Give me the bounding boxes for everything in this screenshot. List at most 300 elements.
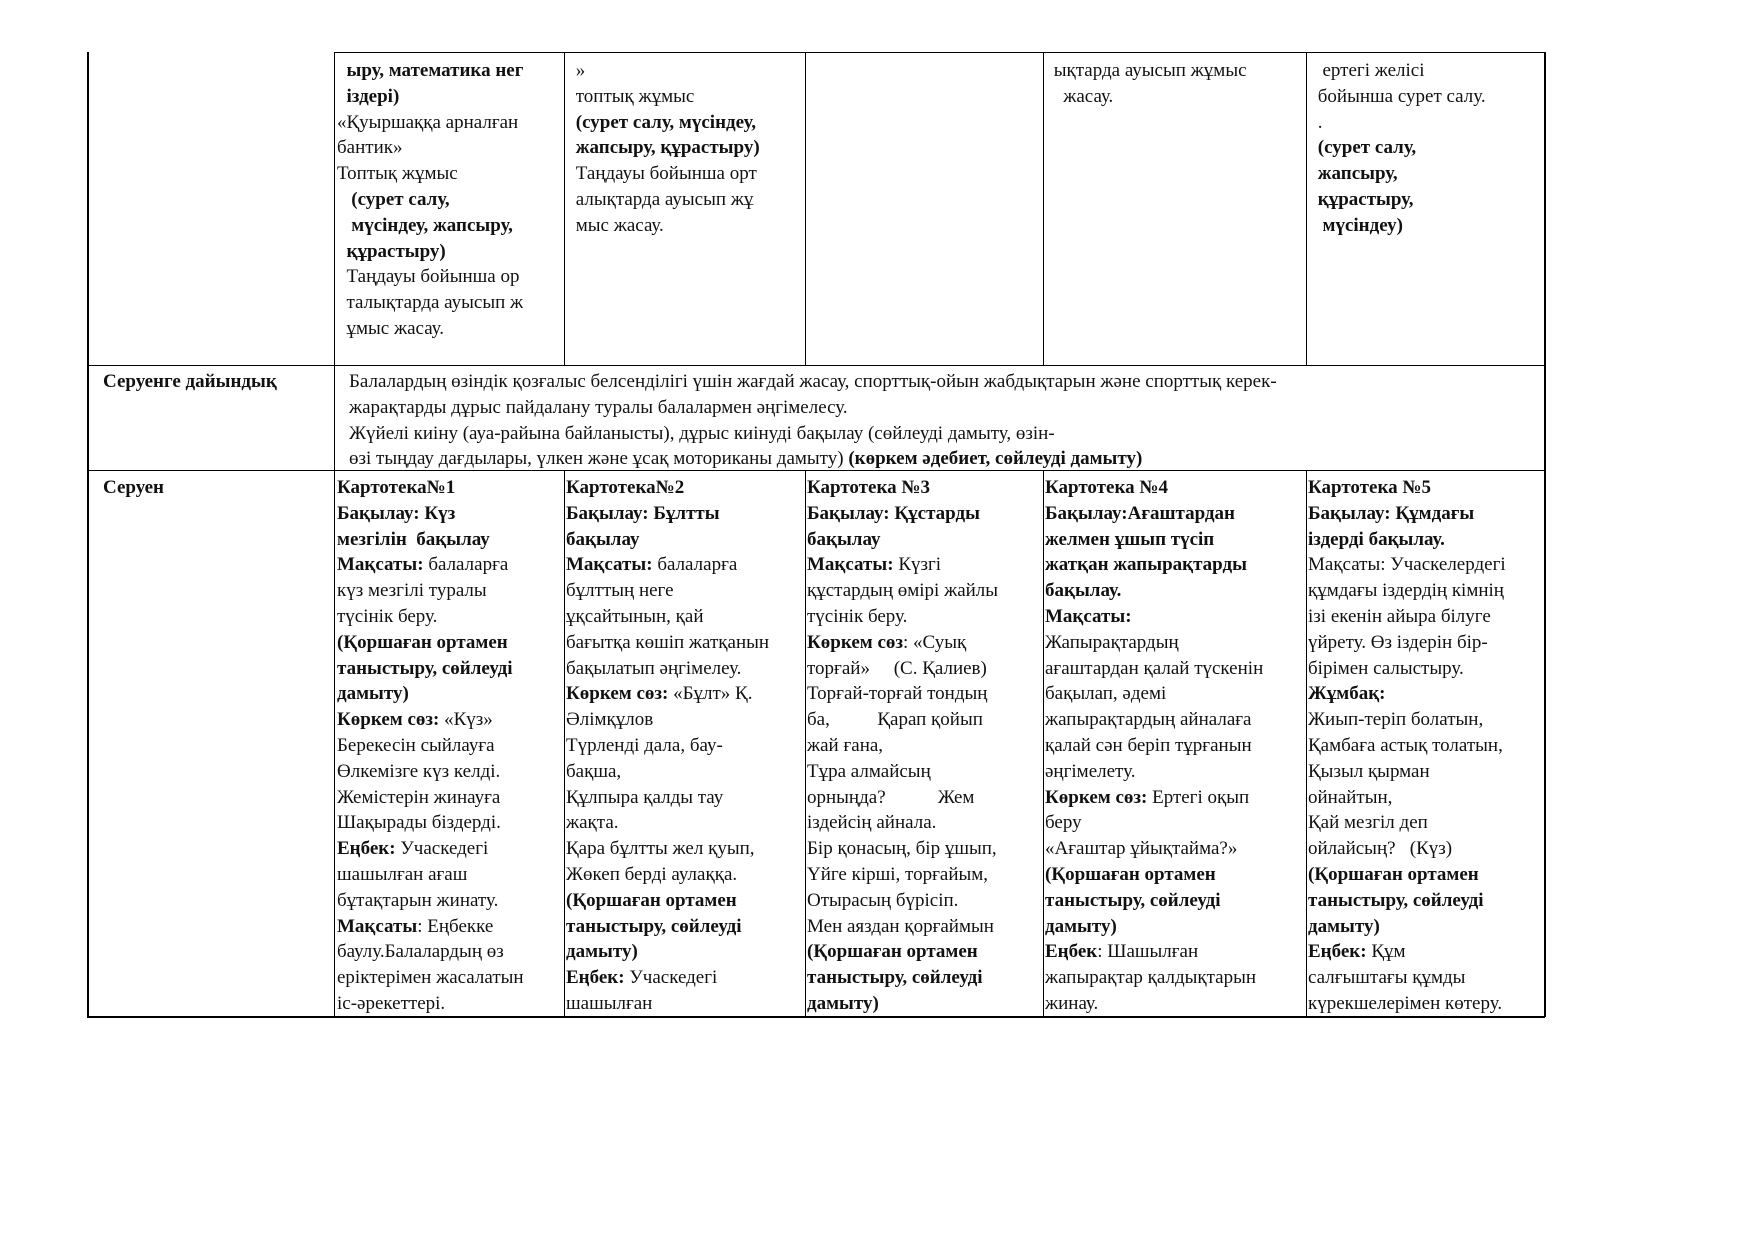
text-fragment: жақта. — [566, 812, 619, 834]
text-line — [1045, 501, 1263, 527]
text-line — [807, 681, 998, 707]
text-line — [566, 888, 769, 914]
text-line — [1308, 862, 1506, 888]
text-line — [337, 264, 523, 290]
text-fragment: Бір қонасың, бір ұшып, — [807, 838, 997, 860]
text-line — [566, 681, 769, 707]
text-line — [571, 135, 760, 161]
text-fragment: : «Суық — [903, 631, 967, 653]
text-line — [566, 527, 769, 553]
table-divider-col2 — [805, 52, 806, 365]
text-line — [1045, 527, 1263, 553]
bold-text-fragment: Бақылау: Құстарды — [807, 502, 980, 524]
text-line — [566, 707, 769, 733]
row1-col1-cell — [337, 58, 523, 342]
bold-text-fragment: Мақсаты: — [337, 554, 424, 576]
text-fragment: Отырасың бүрісіп. — [807, 889, 959, 911]
bold-text-fragment: (Қоршаған ортамен — [566, 889, 737, 911]
text-fragment: : Еңбекке — [417, 915, 494, 937]
bold-text-fragment: (сурет салу, мүсіндеу, — [571, 111, 756, 133]
text-line — [571, 58, 760, 84]
text-fragment: торғай» (С. Қалиев) — [807, 657, 987, 679]
bold-text-fragment: жапсыру, құрастыру) — [571, 137, 760, 159]
text-line — [337, 501, 524, 527]
bold-text-fragment: Картотека №4 — [1045, 477, 1168, 498]
bold-text-fragment: (Қоршаған ортамен — [1045, 863, 1216, 885]
text-line — [337, 939, 524, 965]
bold-text-fragment: Бақылау: Құмдағы — [1308, 502, 1475, 524]
bold-text-fragment: таныстыру, сөйлеуді — [1045, 889, 1221, 911]
text-fragment: Қызыл қырман — [1308, 760, 1430, 782]
bold-text-fragment: (Қоршаған ортамен — [807, 941, 978, 963]
text-line — [807, 914, 998, 940]
text-fragment: Таңдауы бойынша ор — [337, 266, 520, 288]
text-line — [337, 862, 524, 888]
text-line — [807, 630, 998, 656]
text-line — [1049, 84, 1247, 110]
text-line — [1045, 991, 1263, 1017]
bold-text-fragment: (көркем әдебиет, сөйлеуді дамыту) — [848, 448, 1143, 470]
text-line — [337, 84, 523, 110]
text-line — [337, 656, 524, 682]
text-fragment: бұтақтарын жинату. — [337, 889, 499, 911]
text-line — [1045, 604, 1263, 630]
text-line — [1308, 939, 1506, 965]
text-line — [349, 446, 1277, 472]
table-border-top — [334, 52, 1545, 53]
bold-text-fragment: Мақсаты: — [807, 554, 894, 576]
text-line — [1045, 862, 1263, 888]
row3-col3-cell — [807, 475, 998, 1017]
table-divider-col3 — [1043, 52, 1044, 365]
text-fragment: мыс жасау. — [571, 214, 664, 236]
text-line — [566, 759, 769, 785]
text-fragment: шашылған — [566, 992, 653, 1014]
text-line — [1045, 810, 1263, 836]
text-line — [566, 578, 769, 604]
bold-text-fragment: Бақылау: Күз — [337, 502, 456, 524]
bold-text-fragment: Көркем сөз: — [566, 683, 669, 705]
bold-text-fragment: Бақылау:Ағаштардан — [1045, 502, 1235, 524]
text-line — [1045, 656, 1263, 682]
text-fragment: әңгімелету. — [1045, 760, 1136, 782]
text-fragment: Күзгі — [893, 554, 942, 576]
text-line — [1308, 552, 1506, 578]
text-fragment: Құм — [1366, 941, 1406, 963]
text-fragment: ұмыс жасау. — [337, 317, 445, 339]
text-line — [1308, 759, 1506, 785]
bold-text-fragment: Еңбек: — [337, 838, 396, 860]
text-fragment: түсінік беру. — [337, 605, 438, 627]
text-fragment: «Күз» — [439, 709, 493, 731]
text-fragment: жапырақтар қалдықтарын — [1045, 967, 1257, 989]
text-line — [337, 213, 523, 239]
text-fragment: талықтарда ауысып ж — [337, 292, 524, 314]
bold-text-fragment: мүсіндеу) — [1313, 214, 1403, 236]
bold-text-fragment: жатқан жапырақтарды — [1045, 554, 1247, 576]
text-line — [337, 316, 523, 342]
bold-text-fragment: Көркем сөз: — [1045, 786, 1148, 808]
bold-text-fragment: (сурет салу, — [1313, 137, 1417, 159]
text-line — [337, 475, 524, 501]
text-line — [807, 810, 998, 836]
text-line — [337, 578, 524, 604]
table-border-left — [87, 52, 89, 1017]
text-fragment: бантик» — [337, 137, 403, 159]
text-line — [1313, 110, 1486, 136]
text-fragment: еріктерімен жасалатын — [337, 967, 524, 989]
text-fragment: салғыштағы құмды — [1308, 967, 1466, 989]
text-fragment: Учаскедегі — [395, 838, 489, 860]
text-line — [337, 135, 523, 161]
text-line — [807, 991, 998, 1017]
text-line — [566, 475, 769, 501]
bold-text-fragment: желмен ұшып түсіп — [1045, 528, 1215, 550]
text-fragment: Қамбаға астық толатын, — [1308, 734, 1503, 756]
bold-text-fragment: дамыту) — [566, 941, 638, 963]
text-line — [566, 630, 769, 656]
table-border-right — [1544, 52, 1546, 1017]
bold-text-fragment: Картотека№2 — [566, 477, 685, 498]
text-line — [1308, 888, 1506, 914]
text-line — [807, 785, 998, 811]
text-line — [1308, 836, 1506, 862]
text-line — [807, 604, 998, 630]
text-fragment: жай ғана, — [807, 734, 884, 756]
text-line — [807, 733, 998, 759]
bold-text-fragment: таныстыру, сөйлеуді — [566, 915, 742, 937]
text-fragment: ұқсайтынын, қай — [566, 605, 704, 627]
text-fragment: ойнайтын, — [1308, 786, 1393, 808]
text-line — [1308, 630, 1506, 656]
table-row-divider-1 — [87, 365, 1545, 366]
text-line — [571, 161, 760, 187]
text-fragment: қалай сән беріп тұрғанын — [1045, 734, 1252, 756]
text-fragment: балаларға — [652, 554, 738, 576]
text-line — [1045, 733, 1263, 759]
text-line — [566, 939, 769, 965]
row2-label: Серуенге дайындық — [103, 371, 277, 392]
text-line — [1045, 836, 1263, 862]
text-line — [1308, 681, 1506, 707]
text-fragment: бақылатып әңгімелеу. — [566, 657, 742, 679]
bold-text-fragment: Мақсаты — [337, 915, 418, 937]
text-fragment: ағаштардан қалай түскенін — [1045, 657, 1264, 679]
text-line — [566, 604, 769, 630]
text-fragment: Мен аяздан қорғаймын — [807, 915, 994, 937]
text-fragment: ықтарда ауысып жұмыс — [1049, 60, 1247, 81]
text-fragment: ба, Қарап қойып — [807, 709, 983, 731]
text-line — [807, 527, 998, 553]
bold-text-fragment: мезгілін бақылау — [337, 528, 490, 550]
bold-text-fragment: ыру, математика нег — [337, 60, 524, 81]
text-fragment: Балалардың өзіндік қозғалыс белсенділігі үшін жағдай жасау, спорттық-ойын жабдықтарын және спорттық керек- — [349, 371, 1277, 392]
text-line — [337, 630, 524, 656]
text-fragment: баулу.Балалардың өз — [337, 941, 504, 963]
text-line — [337, 239, 523, 265]
bold-text-fragment: (сурет салу, — [337, 188, 450, 210]
text-line — [807, 759, 998, 785]
text-line — [337, 733, 524, 759]
bold-text-fragment: дамыту) — [1045, 915, 1117, 937]
bold-text-fragment: Картотека№1 — [337, 477, 456, 498]
bold-text-fragment: (Қоршаған ортамен — [1308, 863, 1479, 885]
text-line — [566, 965, 769, 991]
text-line — [1308, 914, 1506, 940]
text-line — [1308, 965, 1506, 991]
text-fragment: Жөкеп берді аулаққа. — [566, 863, 738, 885]
text-fragment: құстардың өмірі жайлы — [807, 580, 999, 602]
text-line — [337, 187, 523, 213]
text-line — [571, 213, 760, 239]
text-fragment: бағытқа көшіп жатқанын — [566, 631, 770, 653]
table-divider-col1-row3 — [564, 471, 565, 1017]
bold-text-fragment: дамыту) — [807, 992, 879, 1014]
text-fragment: жинау. — [1045, 992, 1099, 1014]
row3-col4-cell — [1045, 475, 1263, 1017]
text-line — [807, 475, 998, 501]
text-fragment: беру — [1045, 812, 1082, 834]
text-line — [807, 888, 998, 914]
bold-text-fragment: құрастыру) — [337, 240, 446, 262]
text-line — [337, 552, 524, 578]
text-line — [566, 733, 769, 759]
text-line — [337, 836, 524, 862]
bold-text-fragment: Картотека №5 — [1308, 477, 1431, 498]
text-fragment: өзі тыңдау дағдылары, үлкен және ұсақ моториканы дамыту) — [349, 448, 849, 470]
text-fragment: бақша, — [566, 760, 622, 782]
text-line — [1049, 58, 1247, 84]
text-line — [807, 862, 998, 888]
text-line — [337, 58, 523, 84]
text-line — [1308, 501, 1506, 527]
bold-text-fragment: іздерді бақылау. — [1308, 528, 1445, 550]
text-fragment: түсінік беру. — [807, 605, 908, 627]
text-line — [1313, 58, 1486, 84]
text-line — [337, 290, 523, 316]
text-line — [349, 369, 1277, 395]
text-line — [807, 578, 998, 604]
text-line — [571, 110, 760, 136]
text-line — [1308, 785, 1506, 811]
text-fragment: Қара бұлтты жел қуып, — [566, 838, 755, 860]
text-line — [1045, 939, 1263, 965]
table-divider-col4 — [1306, 52, 1307, 365]
text-line — [337, 110, 523, 136]
text-line — [1313, 187, 1486, 213]
table-divider-col1 — [564, 52, 565, 365]
text-line — [1045, 759, 1263, 785]
text-line — [1045, 707, 1263, 733]
text-fragment: ертегі желісі — [1313, 60, 1425, 81]
text-line — [807, 939, 998, 965]
text-fragment: Жапырақтардың — [1045, 631, 1179, 653]
row1-col5-cell — [1313, 58, 1486, 239]
text-line — [1045, 965, 1263, 991]
text-line — [1045, 888, 1263, 914]
text-fragment: жарақтарды дұрыс пайдалану туралы балалармен әңгімелесу. — [349, 396, 848, 418]
text-line — [807, 552, 998, 578]
row3-col5-cell — [1308, 475, 1506, 1017]
bold-text-fragment: Еңбек — [1045, 941, 1098, 963]
bold-text-fragment: бақылау — [807, 528, 881, 550]
bold-text-fragment: мүсіндеу, жапсыру, — [337, 214, 513, 236]
row1-col2-cell — [571, 58, 760, 239]
bold-text-fragment: таныстыру, сөйлеуді — [1308, 889, 1484, 911]
row1-col4-cell — [1049, 58, 1247, 110]
text-fragment: Ертегі оқып — [1147, 786, 1250, 808]
text-fragment: Құлпыра қалды тау — [566, 786, 724, 808]
text-line — [1313, 161, 1486, 187]
bold-text-fragment: таныстыру, сөйлеуді — [807, 967, 983, 989]
table-divider-col4-row3 — [1306, 471, 1307, 1017]
text-fragment: орныңда? Жем — [807, 786, 975, 808]
text-line — [566, 836, 769, 862]
text-line — [337, 681, 524, 707]
text-line — [807, 501, 998, 527]
text-fragment: «Бұлт» Қ. — [668, 683, 753, 705]
text-fragment: » — [571, 60, 586, 81]
text-line — [337, 707, 524, 733]
text-line — [566, 914, 769, 940]
text-fragment: құмдағы іздердің кімнің — [1308, 580, 1504, 602]
text-fragment: Үйге кірші, торғайым, — [807, 863, 989, 885]
bold-text-fragment: Еңбек: — [1308, 941, 1367, 963]
text-line — [807, 965, 998, 991]
text-fragment: күз мезгілі туралы — [337, 580, 487, 602]
row3-col2-cell — [566, 475, 769, 1017]
text-line — [1308, 475, 1506, 501]
text-line — [566, 810, 769, 836]
text-fragment: : Шашылған — [1097, 941, 1199, 963]
text-line — [1308, 527, 1506, 553]
text-fragment: Өлкемізге күз келді. — [337, 760, 501, 782]
row3-label: Серуен — [103, 477, 164, 498]
text-fragment: ізі екенін айыра білуге — [1308, 605, 1491, 627]
text-line — [337, 810, 524, 836]
text-fragment: бірімен салыстыру. — [1308, 657, 1464, 679]
text-fragment: Топтық жұмыс — [337, 163, 458, 185]
text-line — [1045, 785, 1263, 811]
text-line — [1308, 604, 1506, 630]
text-line — [1308, 810, 1506, 836]
text-fragment: Таңдауы бойынша орт — [571, 163, 757, 185]
text-line — [1045, 552, 1263, 578]
row2-text-cell — [349, 369, 1277, 472]
text-fragment: үйрету. Өз іздерін бір- — [1308, 631, 1488, 653]
text-line — [566, 501, 769, 527]
text-line — [349, 421, 1277, 447]
text-line — [566, 991, 769, 1017]
text-fragment: Жиып-теріп болатын, — [1308, 709, 1484, 731]
text-line — [337, 604, 524, 630]
text-line — [1308, 707, 1506, 733]
text-line — [1045, 578, 1263, 604]
text-line — [807, 836, 998, 862]
text-line — [1313, 213, 1486, 239]
text-fragment: күрекшелерімен көтеру. — [1308, 992, 1503, 1014]
text-fragment: Мақсаты: Учаскелердегі — [1308, 554, 1506, 576]
text-line — [1308, 578, 1506, 604]
bold-text-fragment: таныстыру, сөйлеуді — [337, 657, 513, 679]
text-line — [337, 914, 524, 940]
text-fragment: алықтарда ауысып жұ — [571, 188, 754, 210]
text-line — [807, 656, 998, 682]
text-fragment: Түрленді дала, бау- — [566, 734, 723, 756]
bold-text-fragment: бақылау — [566, 528, 640, 550]
text-fragment: жапырақтардың айналаға — [1045, 709, 1252, 731]
bold-text-fragment: жапсыру, — [1313, 163, 1398, 185]
bold-text-fragment: Бақылау: Бұлтты — [566, 502, 720, 524]
text-fragment: Әлімқұлов — [566, 709, 654, 731]
text-fragment: іздейсің айнала. — [807, 812, 937, 834]
text-line — [337, 527, 524, 553]
text-fragment: ойлайсың? (Күз) — [1308, 838, 1453, 860]
text-line — [1308, 656, 1506, 682]
text-fragment: шашылған ағаш — [337, 863, 468, 885]
text-fragment: . — [1313, 111, 1323, 133]
bold-text-fragment: Мақсаты: — [1045, 605, 1132, 627]
text-fragment: «Қуыршаққа арналған — [337, 111, 519, 133]
text-fragment: Торғай-торғай тондың — [807, 683, 988, 705]
text-line — [1045, 630, 1263, 656]
text-fragment: іс-әрекеттері. — [337, 992, 446, 1014]
text-fragment: Тұра алмайсың — [807, 760, 931, 782]
bold-text-fragment: құрастыру, — [1313, 188, 1414, 210]
bold-text-fragment: Жұмбақ: — [1308, 683, 1386, 705]
text-line — [1045, 914, 1263, 940]
bold-text-fragment: Еңбек: — [566, 967, 625, 989]
text-line — [337, 965, 524, 991]
bold-text-fragment: (Қоршаған ортамен — [337, 631, 508, 653]
text-line — [337, 759, 524, 785]
text-line — [1045, 681, 1263, 707]
table-divider-col3-row3 — [1043, 471, 1044, 1017]
bold-text-fragment: дамыту) — [1308, 915, 1380, 937]
text-fragment: Қай мезгіл деп — [1308, 812, 1428, 834]
bold-text-fragment: Көркем сөз — [807, 631, 904, 653]
bold-text-fragment: іздері) — [337, 85, 400, 107]
text-line — [337, 161, 523, 187]
bold-text-fragment: Картотека №3 — [807, 477, 930, 498]
bold-text-fragment: бақылау. — [1045, 580, 1122, 602]
text-fragment: Жемістерін жинауға — [337, 786, 501, 808]
text-fragment: Берекесін сыйлауға — [337, 734, 495, 756]
text-fragment: Шақырады біздерді. — [337, 812, 501, 834]
text-line — [566, 656, 769, 682]
table-divider-col2-row3 — [805, 471, 806, 1017]
bold-text-fragment: Көркем сөз: — [337, 709, 440, 731]
text-line — [566, 862, 769, 888]
text-fragment: Учаскедегі — [624, 967, 718, 989]
text-fragment: жасау. — [1049, 85, 1114, 107]
text-fragment: бұлттың неге — [566, 580, 674, 602]
table-divider-label-col — [334, 52, 335, 1017]
text-line — [566, 552, 769, 578]
text-line — [349, 395, 1277, 421]
text-fragment: бақылап, әдемі — [1045, 683, 1167, 705]
text-line — [337, 888, 524, 914]
text-line — [571, 187, 760, 213]
text-fragment: топтық жұмыс — [571, 85, 695, 107]
text-line — [1045, 475, 1263, 501]
bold-text-fragment: Мақсаты: — [566, 554, 653, 576]
text-line — [1313, 135, 1486, 161]
row3-col1-cell — [337, 475, 524, 1017]
text-line — [571, 84, 760, 110]
text-fragment: «Ағаштар ұйықтайма?» — [1045, 838, 1238, 860]
text-line — [1313, 84, 1486, 110]
